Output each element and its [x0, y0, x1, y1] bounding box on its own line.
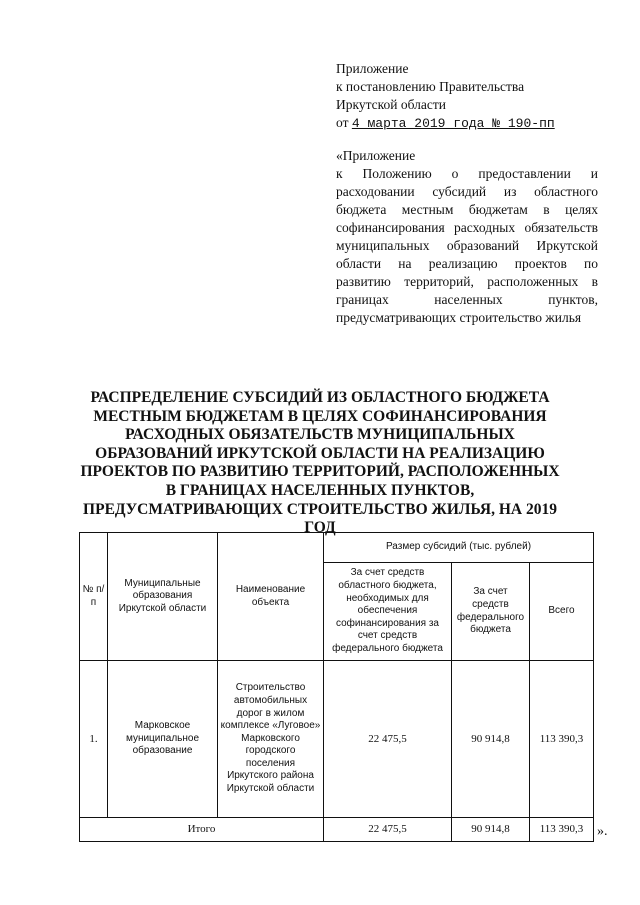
- appendix-body: к Положению о предоставлении и расходовании субсидий из областного бюджета местным бюджетам в целях софинансирования расходных обязательств муниципальных образований Иркутской области на реализацию проектов по развитию территорий, расположенных в границах населенных пунктов, предусматривающих строительство жилья: [336, 166, 598, 325]
- header-federal: За счет средств федерального бюджета: [452, 563, 530, 661]
- row-municipality: Марковское муниципальное образование: [108, 661, 218, 818]
- header-number: № п/п: [80, 533, 108, 661]
- row-object: Строительство автомобильных дорог в жилом комплексе «Луговое» Марковского городского поселения Иркутского района Иркутской области: [218, 661, 324, 818]
- closing-quote-mark: ».: [597, 824, 608, 839]
- header-line-resolution: к постановлению Правительства: [336, 79, 525, 94]
- subsidy-table: [79, 532, 594, 842]
- table-header-row: [80, 533, 594, 563]
- header-total: Всего: [530, 563, 594, 661]
- row-number: 1.: [80, 661, 108, 818]
- document-header: [336, 60, 598, 327]
- total-regional: 22 475,5: [324, 818, 452, 842]
- header-regional: За счет средств областного бюджета, необходимых для обеспечения софинансирования за счет средств федерального бюджета: [324, 563, 452, 661]
- row-federal: 90 914,8: [452, 661, 530, 818]
- decree-prefix: от: [336, 115, 349, 130]
- decree-number: 4 марта 2019 года № 190-пп: [351, 116, 555, 131]
- row-total: 113 390,3: [530, 661, 594, 818]
- total-federal: 90 914,8: [452, 818, 530, 842]
- header-object: Наименование объекта: [218, 533, 324, 661]
- total-label: Итого: [80, 818, 324, 842]
- header-municipality: Муниципальные образования Иркутской области: [108, 533, 218, 661]
- header-line-appendix: Приложение: [336, 61, 409, 76]
- appendix-title: «Приложение: [336, 148, 416, 163]
- appendix-block: [336, 147, 598, 327]
- decree-reference: [336, 114, 598, 133]
- row-regional: 22 475,5: [324, 661, 452, 818]
- header-subsidy-group: Размер субсидий (тыс. рублей): [324, 533, 594, 563]
- total-sum: 113 390,3: [530, 818, 594, 842]
- table-total-row: [80, 818, 594, 842]
- table-row: [80, 661, 594, 818]
- document-title: РАСПРЕДЕЛЕНИЕ СУБСИДИЙ ИЗ ОБЛАСТНОГО БЮДЖЕТА МЕСТНЫМ БЮДЖЕТАМ В ЦЕЛЯХ СОФИНАНСИРОВАНИЯ РАСХОДНЫХ ОБЯЗАТЕЛЬСТВ МУНИЦИПАЛЬНЫХ ОБРАЗОВАНИЙ ИРКУТСКОЙ ОБЛАСТИ НА РЕАЛИЗАЦИЮ ПРОЕКТОВ ПО РАЗВИТИЮ ТЕРРИТОРИЙ, РАСПОЛОЖЕННЫХ В ГРАНИЦАХ НАСЕЛЕННЫХ ПУНКТОВ, ПРЕДУСМАТРИВАЮЩИХ СТРОИТЕЛЬСТВО ЖИЛЬЯ, НА 2019 ГОД: [80, 389, 560, 537]
- header-line-region: Иркутской области: [336, 97, 447, 112]
